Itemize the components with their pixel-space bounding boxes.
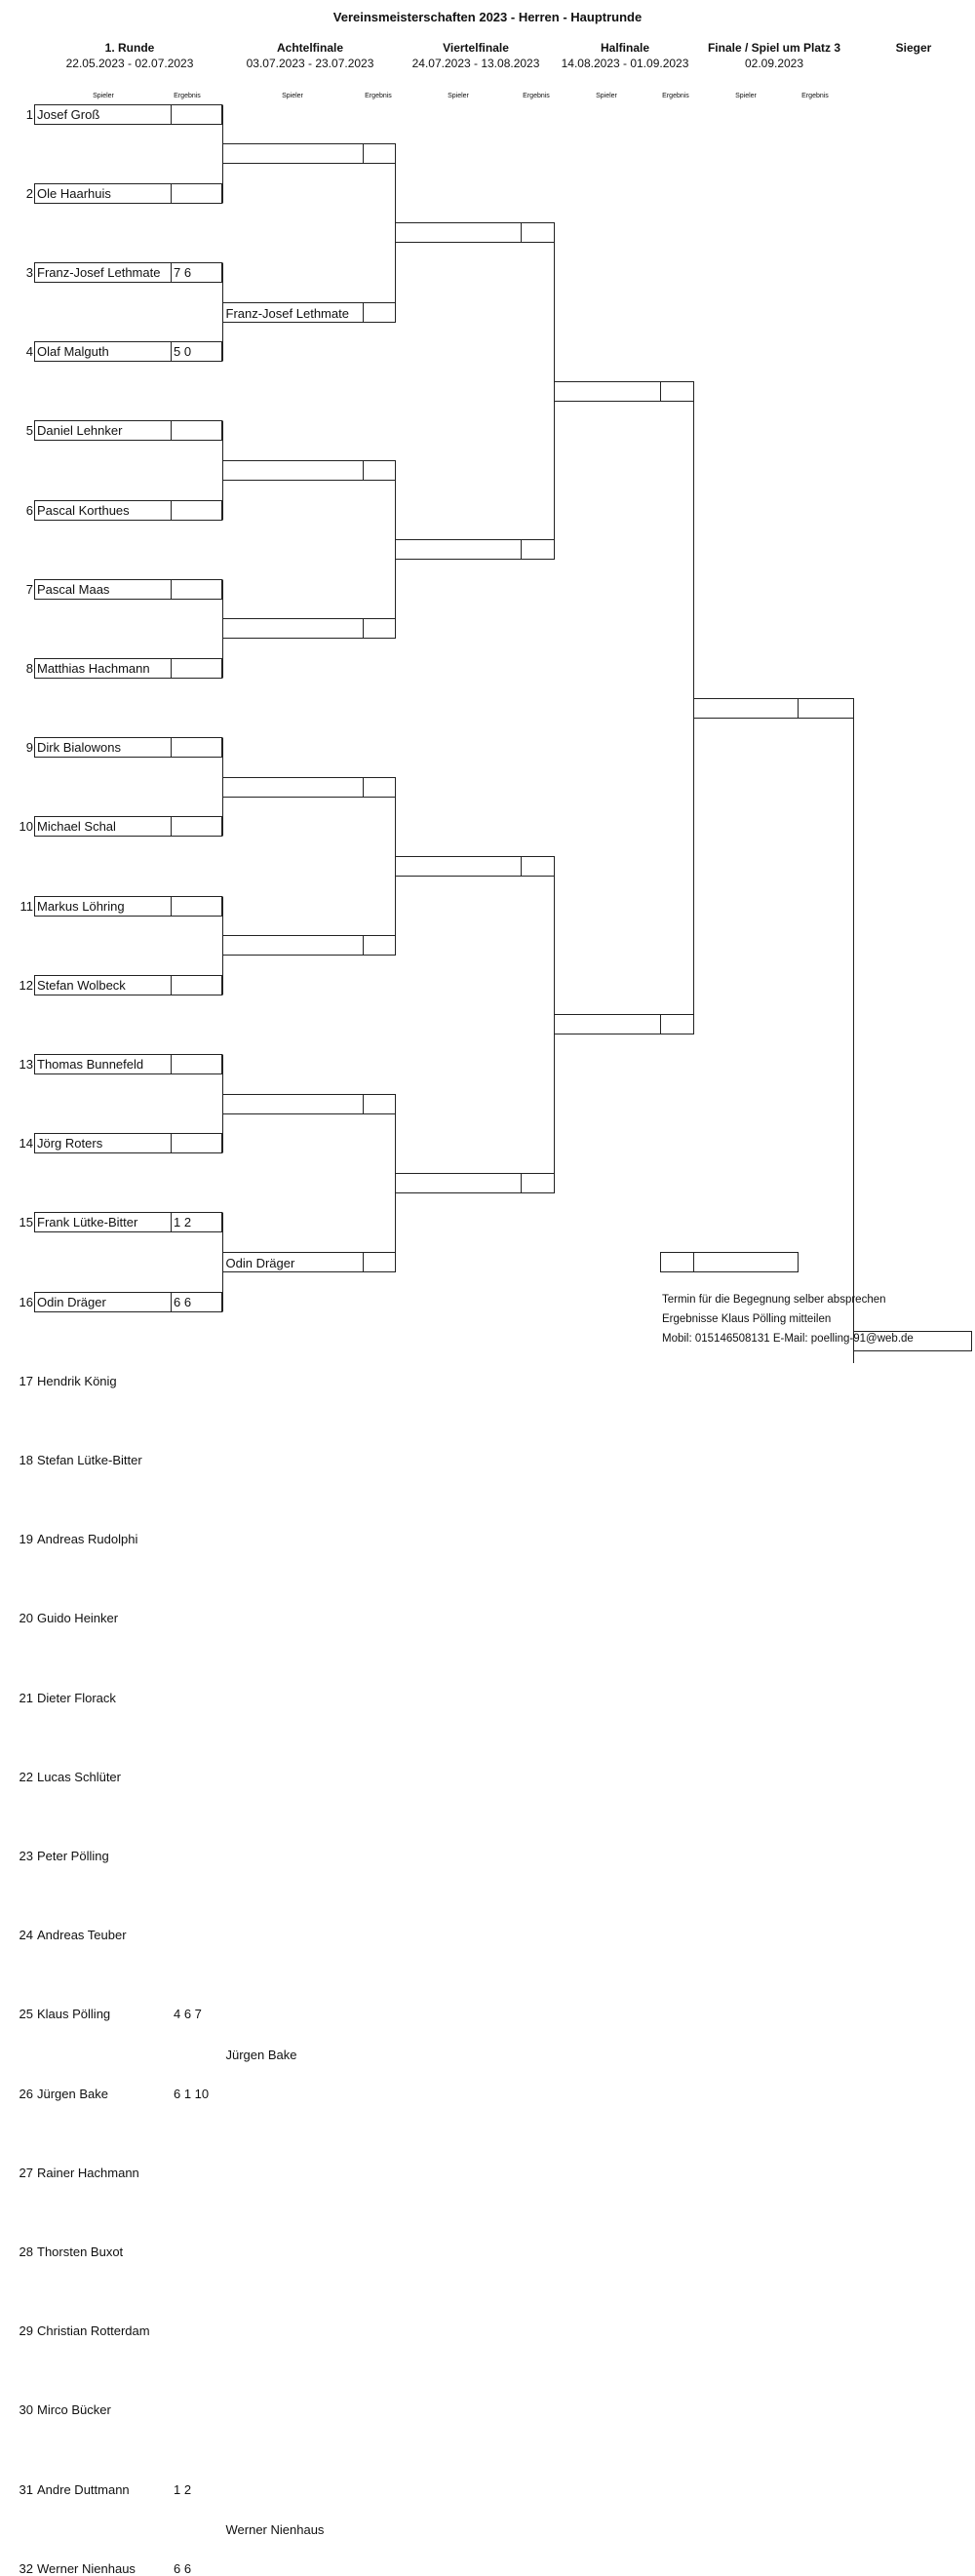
player-score: 1 2 bbox=[174, 1214, 192, 1229]
player-name: Guido Heinker bbox=[37, 1610, 119, 1625]
round-dates-qf: 24.07.2023 - 13.08.2023 bbox=[411, 57, 540, 70]
seed-number: 1 bbox=[25, 106, 33, 122]
col-label-player-r16: Spieler bbox=[282, 93, 303, 99]
player-score-box bbox=[172, 1134, 222, 1153]
player-score-box bbox=[172, 897, 222, 917]
player-name: Hendrik König bbox=[37, 1373, 117, 1388]
seed-number: 13 bbox=[19, 1056, 33, 1072]
player-name: Pascal Maas bbox=[37, 581, 110, 597]
player-score: 1 2 bbox=[174, 2481, 192, 2497]
round-header-r16: Achtelfinale bbox=[276, 41, 343, 55]
player-name: Klaus Pölling bbox=[37, 2006, 111, 2021]
seed-number: 12 bbox=[19, 977, 33, 993]
player-score: 7 6 bbox=[174, 264, 192, 280]
seed-number: 21 bbox=[19, 1690, 33, 1705]
match-score-box bbox=[364, 461, 396, 481]
player-score: 6 1 10 bbox=[174, 2086, 210, 2101]
seed-number: 7 bbox=[25, 581, 33, 597]
seed-number: 29 bbox=[19, 2322, 33, 2338]
player-name: Andre Duttmann bbox=[37, 2481, 130, 2497]
round-header-qf: Viertelfinale bbox=[443, 41, 509, 55]
round-header-r1: 1. Runde bbox=[104, 41, 155, 55]
seed-number: 28 bbox=[19, 2244, 33, 2259]
player-name: Dieter Florack bbox=[37, 1690, 116, 1705]
player-name: Pascal Korthues bbox=[37, 502, 130, 518]
player-name: Odin Dräger bbox=[37, 1294, 106, 1309]
page-title: Vereinsmeisterschaften 2023 - Herren - Hauptrunde bbox=[332, 10, 643, 24]
round-header-winner: Sieger bbox=[895, 41, 932, 55]
player-name: Andreas Rudolphi bbox=[37, 1531, 138, 1546]
player-name: Andreas Teuber bbox=[37, 1927, 127, 1942]
col-label-player-r1: Spieler bbox=[93, 93, 114, 99]
player-name: Dirk Bialowons bbox=[37, 739, 121, 755]
col-label-player-qf: Spieler bbox=[448, 93, 469, 99]
match-score-box bbox=[364, 144, 396, 164]
seed-number: 32 bbox=[19, 2560, 33, 2576]
seed-number: 8 bbox=[25, 660, 33, 676]
match-name-box bbox=[223, 778, 364, 798]
player-name: Werner Nienhaus bbox=[37, 2560, 136, 2576]
player-name: Frank Lütke-Bitter bbox=[37, 1214, 138, 1229]
player-name: Josef Groß bbox=[37, 106, 100, 122]
col-label-result-r16: Ergebnis bbox=[365, 93, 392, 99]
player-name: Peter Pölling bbox=[37, 1848, 109, 1863]
seed-number: 31 bbox=[19, 2481, 33, 2497]
seed-number: 17 bbox=[19, 1373, 33, 1388]
match-name-box bbox=[223, 461, 364, 481]
match-score-box bbox=[364, 619, 396, 639]
match-name-box bbox=[223, 619, 364, 639]
player-score-box bbox=[172, 738, 222, 758]
seed-number: 10 bbox=[19, 818, 33, 834]
seed-number: 18 bbox=[19, 1452, 33, 1467]
seed-number: 2 bbox=[25, 185, 33, 201]
round-header-sf: Halfinale bbox=[600, 41, 649, 55]
player-score: 5 0 bbox=[174, 343, 192, 359]
match-score-box bbox=[661, 1015, 694, 1034]
seed-number: 22 bbox=[19, 1769, 33, 1784]
match-score-box bbox=[522, 223, 555, 243]
player-score-box bbox=[172, 1055, 222, 1074]
match-name-box bbox=[396, 1174, 522, 1193]
player-score-box bbox=[172, 184, 222, 204]
match-name-box bbox=[396, 857, 522, 877]
player-name: Thorsten Buxot bbox=[37, 2244, 124, 2259]
player-name: Michael Schal bbox=[37, 818, 116, 834]
player-score: 4 6 7 bbox=[174, 2006, 202, 2021]
player-score-box bbox=[172, 105, 222, 125]
player-name: Christian Rotterdam bbox=[37, 2322, 150, 2338]
round-dates-r16: 03.07.2023 - 23.07.2023 bbox=[246, 57, 374, 70]
player-score-box bbox=[172, 976, 222, 995]
advanced-player-name: Franz-Josef Lethmate bbox=[225, 305, 349, 321]
player-name: Franz-Josef Lethmate bbox=[37, 264, 161, 280]
col-label-player-final: Spieler bbox=[735, 93, 757, 99]
seed-number: 20 bbox=[19, 1610, 33, 1625]
seed-number: 15 bbox=[19, 1214, 33, 1229]
seed-number: 26 bbox=[19, 2086, 33, 2101]
seed-number: 9 bbox=[25, 739, 33, 755]
match-score-box bbox=[364, 1253, 396, 1272]
seed-number: 4 bbox=[25, 343, 33, 359]
seed-number: 11 bbox=[20, 898, 33, 914]
player-name: Ole Haarhuis bbox=[37, 185, 111, 201]
player-score: 6 6 bbox=[174, 1294, 192, 1309]
third-place-name-box bbox=[694, 1253, 799, 1272]
player-name: Stefan Wolbeck bbox=[37, 977, 126, 993]
col-label-result-r1: Ergebnis bbox=[174, 93, 201, 99]
round-dates-sf: 14.08.2023 - 01.09.2023 bbox=[561, 57, 689, 70]
seed-number: 24 bbox=[19, 1927, 33, 1942]
seed-number: 14 bbox=[19, 1135, 33, 1151]
match-name-box bbox=[555, 382, 661, 402]
match-score-box bbox=[522, 540, 555, 560]
match-score-box bbox=[364, 778, 396, 798]
round-header-final: Finale / Spiel um Platz 3 bbox=[707, 41, 841, 55]
match-score-box bbox=[522, 1174, 555, 1193]
match-score-box bbox=[364, 303, 396, 323]
player-name: Matthias Hachmann bbox=[37, 660, 150, 676]
final-name-box bbox=[694, 699, 799, 719]
seed-number: 23 bbox=[19, 1848, 33, 1863]
match-name-box bbox=[223, 1095, 364, 1114]
seed-number: 6 bbox=[25, 502, 33, 518]
match-score-box bbox=[364, 936, 396, 956]
seed-number: 30 bbox=[19, 2401, 33, 2417]
player-score-box bbox=[172, 421, 222, 441]
col-label-result-qf: Ergebnis bbox=[523, 93, 550, 99]
match-score-box bbox=[364, 1095, 396, 1114]
footer-note-1: Termin für die Begegnung selber absprechen bbox=[662, 1294, 886, 1306]
col-label-result-sf: Ergebnis bbox=[662, 93, 689, 99]
seed-number: 16 bbox=[19, 1294, 33, 1309]
match-score-box bbox=[661, 382, 694, 402]
player-score: 6 6 bbox=[174, 2560, 192, 2576]
seed-number: 3 bbox=[25, 264, 33, 280]
match-name-box bbox=[396, 223, 522, 243]
player-name: Jörg Roters bbox=[37, 1135, 103, 1151]
player-name: Mirco Bücker bbox=[37, 2401, 111, 2417]
advanced-player-name: Odin Dräger bbox=[225, 1255, 295, 1270]
col-label-result-final: Ergebnis bbox=[801, 93, 829, 99]
footer-contact: Mobil: 015146508131 E-Mail: poelling-91@web.de bbox=[662, 1333, 914, 1345]
player-name: Thomas Bunnefeld bbox=[37, 1056, 144, 1072]
match-name-box bbox=[223, 936, 364, 956]
col-label-player-sf: Spieler bbox=[596, 93, 617, 99]
seed-number: 27 bbox=[19, 2165, 33, 2180]
advanced-player-name: Jürgen Bake bbox=[225, 2047, 297, 2062]
third-place-score-box bbox=[661, 1253, 694, 1272]
final-score-box bbox=[799, 699, 854, 719]
player-name: Olaf Malguth bbox=[37, 343, 109, 359]
player-name: Markus Löhring bbox=[37, 898, 125, 914]
player-name: Rainer Hachmann bbox=[37, 2165, 139, 2180]
player-name: Stefan Lütke-Bitter bbox=[37, 1452, 142, 1467]
player-score-box bbox=[172, 580, 222, 600]
player-name: Lucas Schlüter bbox=[37, 1769, 121, 1784]
match-score-box bbox=[522, 857, 555, 877]
advanced-player-name: Werner Nienhaus bbox=[225, 2521, 325, 2537]
seed-number: 25 bbox=[19, 2006, 33, 2021]
seed-number: 19 bbox=[19, 1531, 33, 1546]
player-score-box bbox=[172, 817, 222, 837]
match-name-box bbox=[223, 144, 364, 164]
seed-number: 5 bbox=[25, 422, 33, 438]
player-score-box bbox=[172, 659, 222, 679]
footer-note-2: Ergebnisse Klaus Pölling mitteilen bbox=[662, 1313, 832, 1325]
round-dates-final: 02.09.2023 bbox=[744, 57, 804, 70]
round-dates-r1: 22.05.2023 - 02.07.2023 bbox=[65, 57, 194, 70]
match-name-box bbox=[555, 1015, 661, 1034]
player-name: Daniel Lehnker bbox=[37, 422, 123, 438]
player-score-box bbox=[172, 501, 222, 521]
match-name-box bbox=[396, 540, 522, 560]
player-name: Jürgen Bake bbox=[37, 2086, 108, 2101]
